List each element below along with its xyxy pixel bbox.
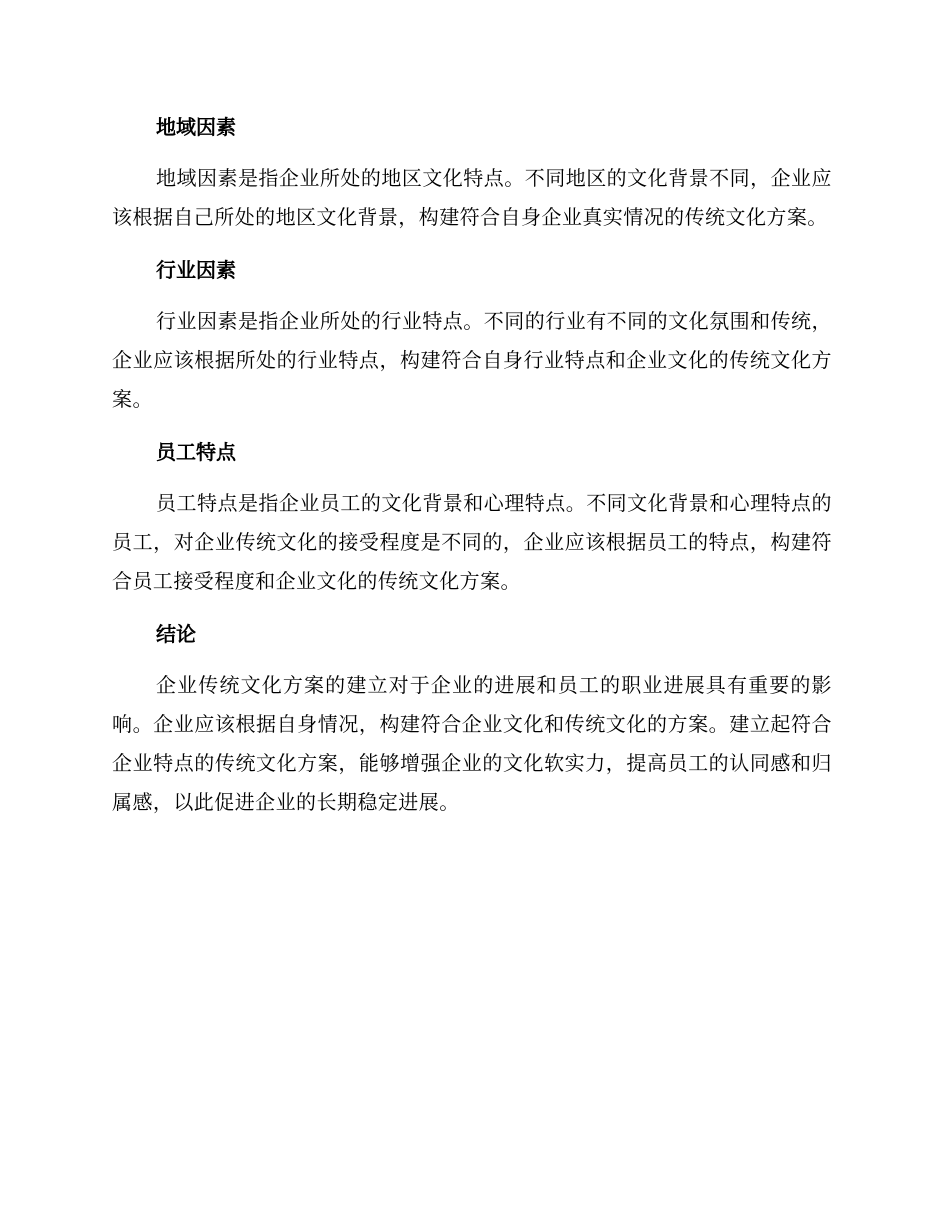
section-heading: 地域因素	[156, 115, 236, 139]
section-employee-traits	[112, 433, 832, 601]
document-body	[112, 108, 832, 836]
section-heading: 员工特点	[156, 440, 236, 464]
section-paragraph: 行业因素是指企业所处的行业特点。不同的行业有不同的文化氛围和传统，企业应该根据所处的行业特点，构建符合自身行业特点和企业文化的传统文化方案。	[112, 309, 832, 411]
section-paragraph: 员工特点是指企业员工的文化背景和心理特点。不同文化背景和心理特点的员工，对企业传统文化的接受程度是不同的，企业应该根据员工的特点，构建符合员工接受程度和企业文化的传统文化方案。	[112, 491, 832, 593]
section-conclusion	[112, 615, 832, 822]
section-heading: 结论	[156, 622, 196, 646]
section-regional-factors	[112, 108, 832, 237]
section-heading: 行业因素	[156, 258, 236, 282]
section-paragraph: 企业传统文化方案的建立对于企业的进展和员工的职业进展具有重要的影响。企业应该根据自身情况，构建符合企业文化和传统文化的方案。建立起符合企业特点的传统文化方案，能够增强企业的文化软实力，提高员工的认同感和归属感，以此促进企业的长期稳定进展。	[112, 673, 832, 814]
section-paragraph: 地域因素是指企业所处的地区文化特点。不同地区的文化背景不同，企业应该根据自己所处的地区文化背景，构建符合自身企业真实情况的传统文化方案。	[112, 166, 832, 229]
section-industry-factors	[112, 251, 832, 419]
